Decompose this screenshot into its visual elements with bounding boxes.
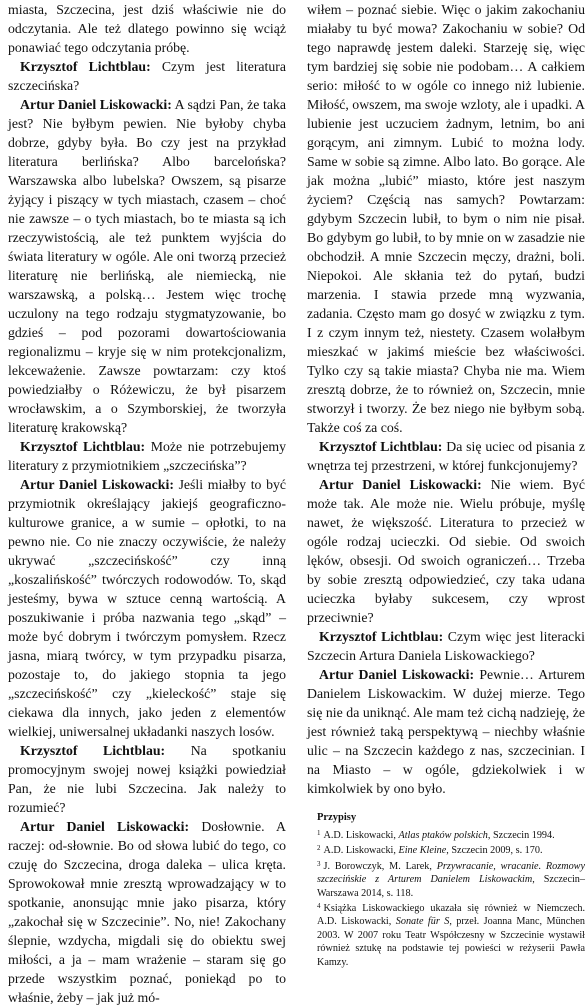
speaker-name: Krzysztof Lichtblau:: [319, 439, 443, 454]
footnote-text: Książka Liskowackiego ukazała się również w Niemczech. A.D. Liskowacki,: [317, 903, 585, 928]
paragraph-text: Czym jest literatura szczecińska?: [8, 59, 286, 93]
paragraph-text: A sądzi Pan, że taka jest? Nie byłbym pewien. Nie byłoby chyba dobrze, gdyby była. Bo czy jest na przykład literatura berlińska? Albo barcelońska? Warszawska albo lubelska? Owszem, są pisarze żyjący i piszący w tych miastach, czasem – choć nie zawsze – o tych miastach, bo te miasta są ich rzeczywistością, ale też punktem wyjścia do świata literatury w ogóle. Ale oni tworzą przecież literaturę nie berlińską, ale niemiecką, nie warszawską, a polską… Jestem więc trochę uczulony na tego rodzaju stygmatyzowanie, bo gdzieś – pod pozorami dowartościowania regionalizmu – kryje się w nim protekcjonalizm, lekceważenie. Zawsze powtarzam: czy ktoś powiedziałby o Różewiczu, że był pisarzem wrocławskim, a o Szymborskiej, że tworzyła literaturę krakowską?: [8, 97, 286, 435]
footnote-text: J. Borowczyk, M. Larek,: [323, 860, 437, 872]
paragraph: [307, 665, 585, 798]
paragraph: [307, 627, 585, 665]
paragraph-text: wiłem – poznać siebie. Więc o jakim zakochaniu miałaby tu być mowa? Zakochaniu w sobie? Od tego naprawdę jestem daleki. Starzeję się, więc tym bardziej się sobie nie podobam… A całkiem serio: miłość to w ogóle co innego niż lubienie. Miłość, owszem, ma swoje wzloty, ale i upadki. A lubienie jest uczuciem żadnym, letnim, bo ani gorącym, ani zimnym. Lubić to można lody. Same w sobie są zimne. Albo lato. Bo gorące. Ale jak można „lubić” miasto, które jest naszym życiem? Częścią nas samych? Powtarzam: gdybym Szczecin lubił, to bym o nim nie pisał. Bo gdybym go lubił, to by mnie on w zasadzie nie obchodził. A mnie Szczecin męczy, drażni, boli. Niepokoi. Ale skłania też do pytań, budzi marzenia. I stawia przede mną wyzwania, zadania. Często mam go dosyć w związku z tym. I z czym innym też, niestety. Czasem wolałbym mieszkać w jakimś mieście bez właściwości. Tylko czy są takie miasta? Chyba nie ma. Wiem zresztą dobrze, że to również on, Szczecin, mnie stworzył i tworzy. Że bez niego nie byłbym sobą. Także coś za coś.: [307, 2, 585, 435]
paragraph: [307, 475, 585, 627]
footnote-text: , Szczecin–Warszawa 2014, s. 118.: [317, 874, 585, 899]
speaker-name: Krzysztof Lichtblau:: [20, 59, 151, 74]
footnote: [317, 900, 585, 969]
paragraph-text: Może nie potrzebujemy literatury z przymiotnikiem „szczecińska”?: [8, 439, 286, 473]
speaker-name: Artur Daniel Liskowacki:: [319, 477, 482, 492]
speaker-name: Artur Daniel Liskowacki:: [319, 667, 475, 682]
paragraph-text: Jeśli miałby to być przymiotnik określający jakiejś geograficzno-kulturowe granice, a w sumie – opłotki, to na pewno nie. Co nie znaczy oczywiście, że należy ukrywać „szczecińskość” czy inną „koszalińskość” twórczych rodowodów. To, skąd jesteśmy, bywa w sztuce cenną wartością. A poszukiwanie i próba nazwania tego „skąd” – może być dobrym i twórczym pomysłem. Rzecz jasna, miarą twórcy, w tym przypadku pisarza, pozostaje to, do jakiego stopnia ta jego „szczecińskość” czy „kieleckość” staje się ciekawa dla innych, jako jeden z elementów wielkiej, uniwersalnej układanki naszych losów.: [8, 477, 286, 739]
speaker-name: Artur Daniel Liskowacki:: [20, 97, 172, 112]
footnote-text: A.D. Liskowacki,: [323, 830, 399, 841]
paragraph-text: Na spotkaniu promocyjnym swojej nowej książki powiedział Pan, że nie lubi Szczecina. Jak należy to rozumieć?: [8, 743, 286, 815]
footnote: [317, 858, 585, 900]
speaker-name: Artur Daniel Liskowacki:: [20, 477, 174, 492]
footnotes: [307, 811, 585, 969]
speaker-name: Krzysztof Lichtblau:: [20, 743, 166, 758]
paragraph: [8, 817, 286, 1007]
speaker-name: Krzysztof Lichtblau:: [319, 629, 444, 644]
footnote-number: 4: [317, 902, 321, 911]
paragraph-text: Da się uciec od pisania z wnętrza tej przestrzeni, w której funkcjonujemy?: [307, 439, 585, 473]
paragraph: [8, 95, 286, 437]
footnote-number: 2: [317, 844, 321, 853]
paragraph-text: Czym więc jest literacki Szczecin Artura Daniela Liskowackiego?: [307, 629, 586, 663]
footnote-text: , Szczecin 1994.: [487, 830, 555, 841]
paragraph-text: Dosłownie. A raczej: od-słownie. Bo od słowa lubić do tego, co czuję do Szczecina, droga daleka – ulica kręta. Sprowokował mnie zresztą wprowadzający w to spotkanie, anonsując mnie jako pisarza, który „zakochał się w Szczecinie”. No, nie! Zakochany ślepnie, wzdycha, migdali się do obiektu swej miłości, a ja – mam wrażenie – staram się go przede wszystkim poznać, poniekąd po to właśnie, żeby – jak już mó-: [8, 819, 286, 1005]
right-column: [307, 0, 586, 968]
left-column: [8, 0, 286, 1005]
footnotes-heading: Przypisy: [317, 812, 357, 823]
footnote-title: Atlas ptaków polskich: [398, 830, 488, 841]
footnote-title: Sonate für S: [395, 916, 450, 928]
footnote: [317, 842, 585, 857]
footnote-number: 1: [317, 829, 321, 837]
footnote-text: A.D. Liskowacki,: [323, 845, 399, 857]
footnote: [317, 827, 585, 842]
paragraph-text: miasta, Szczecina, jest dziś właściwie nie do odczytania. Ale też dlatego powinno się wciąż ponawiać tego odczytania próbę.: [8, 2, 286, 55]
paragraph-text: Pewnie… Arturem Danielem Liskowackim. W dużej mierze. Tego się nie da uniknąć. Ale mam też cichą nadzieję, że jest również taką perspektywą – niechby właśnie ulic – na Szczecin każdego z nas, szczecinian. I na Miasto – w ogóle, gdziekolwiek i w kimkolwiek by ono było.: [307, 667, 585, 796]
footnote-number: 3: [317, 859, 321, 868]
paragraph: [8, 475, 286, 741]
paragraph-text: Nie wiem. Być może tak. Ale może nie. Wielu próbuje, myślę nawet, że większość. Literatura to przecież w ogóle rodzaj ucieczki. Od siebie. Od swoich lęków, obsesji. Od swoich ograniczeń… Trzeba by sobie zresztą odpowiedzieć, czy taka udana ucieczka byłaby sukcesem, czy wprost przeciwnie?: [307, 477, 585, 625]
paragraph: [307, 437, 585, 475]
footnote-title: Przywracanie, wracanie. Rozmowy szczecińskie z Arturem Danielem Liskowackim: [317, 860, 585, 886]
footnote-title: Eine Kleine: [398, 845, 447, 857]
paragraph: [8, 437, 286, 475]
paragraph: [8, 0, 286, 57]
paragraph: [8, 741, 286, 817]
footnote-text: , Szczecin 2009, s. 170.: [446, 845, 543, 857]
footnote-text: , przeł. Joanna Manc, München 2003. W 2007 roku Teatr Współczesny w Szczecinie wystawił również sztukę na podstawie tej powieści w reżyserii Pawła Kamzy.: [317, 916, 586, 968]
paragraph: [8, 57, 286, 95]
speaker-name: Krzysztof Lichtblau:: [20, 439, 146, 454]
speaker-name: Artur Daniel Liskowacki:: [20, 819, 190, 834]
paragraph: [307, 0, 585, 437]
